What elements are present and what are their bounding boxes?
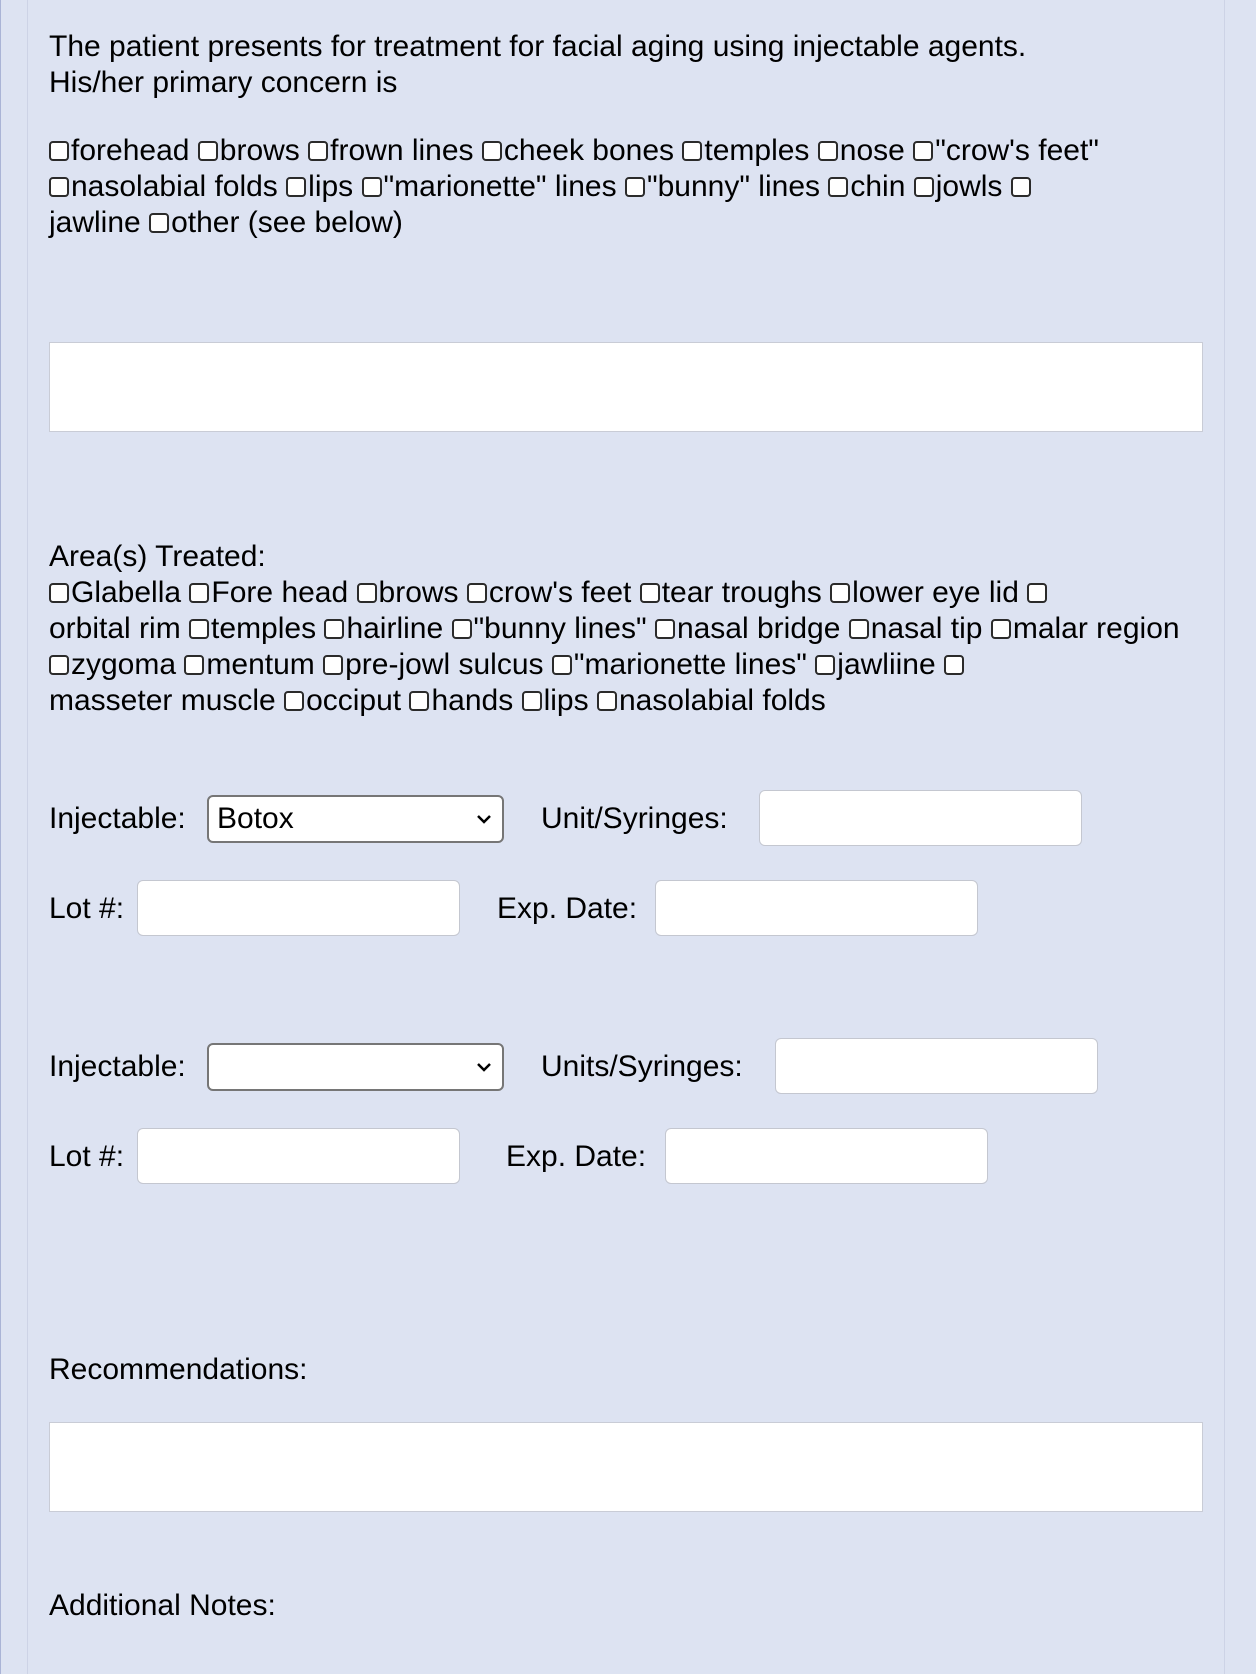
checkbox[interactable] [324, 619, 344, 639]
checkbox-label: brows [378, 576, 459, 609]
injectable-1-lot-label: Lot #: [49, 892, 125, 925]
checkbox-label: nose [839, 134, 905, 167]
checkbox-label: temples [211, 612, 317, 645]
concern-checkboxes [49, 133, 1199, 241]
injectable-2-exp-label: Exp. Date: [506, 1140, 647, 1173]
intro-line-2: His/her primary concern is [49, 66, 398, 99]
concern-brows[interactable] [198, 134, 300, 167]
checkbox-label: crow's feet [488, 576, 632, 609]
concern-temples[interactable] [682, 134, 809, 167]
checkbox[interactable] [522, 691, 542, 711]
checkbox-label: lips [543, 684, 589, 717]
injectable-1-label: Injectable: [49, 802, 186, 835]
checkbox[interactable] [914, 177, 934, 197]
checkbox[interactable] [49, 655, 69, 675]
checkbox[interactable] [286, 177, 306, 197]
area-jawline[interactable] [815, 648, 935, 681]
injectable-1-lot-input[interactable] [137, 880, 460, 936]
checkbox[interactable] [49, 583, 69, 603]
area-temples[interactable] [189, 612, 316, 645]
checkbox-label: "bunny lines" [473, 612, 647, 645]
area-hands[interactable] [409, 684, 513, 717]
checkbox[interactable] [655, 619, 675, 639]
checkbox[interactable] [198, 141, 218, 161]
intro-text [49, 29, 1209, 101]
area-tear-troughs[interactable] [640, 576, 822, 609]
checkbox-label: "marionette" lines [383, 170, 617, 203]
checkbox-label: brows [219, 134, 300, 167]
area-nasal-tip[interactable] [849, 612, 983, 645]
area-mentum[interactable] [184, 648, 314, 681]
area-bunny-lines[interactable] [452, 612, 647, 645]
injectable-2-lot-input[interactable] [137, 1128, 460, 1184]
area-malar-region[interactable] [991, 612, 1180, 645]
area-fore-head[interactable] [189, 576, 348, 609]
injectable-1-units-input[interactable] [759, 790, 1082, 846]
area-masseter-checkbox[interactable] [944, 655, 964, 675]
concern-jowls[interactable] [914, 170, 1003, 203]
checkbox-label: "marionette lines" [573, 648, 807, 681]
checkbox[interactable] [357, 583, 377, 603]
area-hairline[interactable] [324, 612, 443, 645]
chevron-down-icon [476, 1059, 492, 1075]
intro-line-1: The patient presents for treatment for facial aging using injectable agents. [49, 30, 1027, 63]
injectable-2-exp-input[interactable] [665, 1128, 988, 1184]
concern-forehead[interactable] [49, 134, 189, 167]
checkbox[interactable] [830, 583, 850, 603]
area-orbital-rim-label: orbital rim [49, 612, 181, 645]
checkbox[interactable] [597, 691, 617, 711]
recommendations-label: Recommendations: [49, 1353, 308, 1386]
checkbox[interactable] [189, 619, 209, 639]
checkbox[interactable] [49, 177, 69, 197]
recommendations-textarea[interactable] [49, 1422, 1203, 1512]
checkbox[interactable] [828, 177, 848, 197]
checkbox[interactable] [849, 619, 869, 639]
checkbox-label: jawliine [837, 648, 936, 681]
checkbox[interactable] [184, 655, 204, 675]
concern-jawline-checkbox[interactable] [1011, 177, 1031, 197]
concern-marionette-lines[interactable] [362, 170, 617, 203]
checkbox[interactable] [362, 177, 382, 197]
checkbox-label: cheek bones [503, 134, 675, 167]
checkbox[interactable] [818, 141, 838, 161]
checkbox[interactable] [640, 583, 660, 603]
checkbox[interactable] [149, 213, 169, 233]
concern-cheek-bones[interactable] [482, 134, 674, 167]
area-marionette-lines[interactable] [552, 648, 807, 681]
checkbox[interactable] [815, 655, 835, 675]
area-pre-jowl-sulcus[interactable] [323, 648, 543, 681]
injectable-1-units-label: Unit/Syringes: [541, 802, 728, 835]
checkbox[interactable] [189, 583, 209, 603]
injectable-2-select[interactable] [207, 1043, 504, 1091]
checkbox-label: jowls [935, 170, 1003, 203]
concern-other[interactable] [149, 206, 403, 239]
concern-other-textarea[interactable] [49, 342, 1203, 432]
area-crows-feet[interactable] [467, 576, 631, 609]
area-nasolabial-folds[interactable] [597, 684, 826, 717]
concern-crows-feet[interactable] [913, 134, 1099, 167]
checkbox-label: chin [850, 170, 906, 203]
areas-title: Area(s) Treated: [49, 540, 266, 573]
injectable-1-exp-input[interactable] [655, 880, 978, 936]
concern-lips[interactable] [286, 170, 353, 203]
checkbox[interactable] [913, 141, 933, 161]
injectable-2-lot-label: Lot #: [49, 1140, 125, 1173]
concern-nose[interactable] [818, 134, 905, 167]
checkbox-label: nasolabial folds [71, 170, 278, 203]
areas-treated [49, 539, 1209, 719]
area-masseter-label: masseter muscle [49, 684, 276, 717]
checkbox-label: Fore head [211, 576, 349, 609]
area-brows[interactable] [357, 576, 459, 609]
checkbox-label: zygoma [71, 648, 177, 681]
injectable-1-select[interactable] [207, 795, 504, 843]
checkbox-label: nasolabial folds [618, 684, 826, 717]
checkbox-label: "crow's feet" [935, 134, 1099, 167]
checkbox[interactable] [625, 177, 645, 197]
checkbox-label: nasal bridge [676, 612, 841, 645]
checkbox-label: mentum [206, 648, 315, 681]
checkbox[interactable] [552, 655, 572, 675]
checkbox[interactable] [409, 691, 429, 711]
checkbox-label: nasal tip [870, 612, 983, 645]
area-nasal-bridge[interactable] [655, 612, 840, 645]
injectable-1-exp-label: Exp. Date: [497, 892, 638, 925]
area-glabella[interactable] [49, 576, 181, 609]
checkbox-label: lips [308, 170, 354, 203]
injectable-2-units-input[interactable] [775, 1038, 1098, 1094]
injectable-2-label: Injectable: [49, 1050, 186, 1083]
checkbox[interactable] [308, 141, 328, 161]
checkbox[interactable] [49, 141, 69, 161]
checkbox-label: other (see below) [171, 206, 403, 239]
concern-chin[interactable] [828, 170, 905, 203]
checkbox-label: hands [431, 684, 514, 717]
concern-jawline-label: jawline [49, 206, 141, 239]
checkbox-label: malar region [1012, 612, 1180, 645]
area-orbital-rim-checkbox[interactable] [1027, 583, 1047, 603]
checkbox-label: Glabella [71, 576, 182, 609]
checkbox[interactable] [682, 141, 702, 161]
area-lips[interactable] [522, 684, 589, 717]
checkbox[interactable] [467, 583, 487, 603]
checkbox-label: frown lines [330, 134, 474, 167]
concern-bunny-lines[interactable] [625, 170, 820, 203]
area-occiput[interactable] [284, 684, 401, 717]
injectable-2-units-label: Units/Syringes: [541, 1050, 743, 1083]
checkbox[interactable] [991, 619, 1011, 639]
area-checkboxes [49, 575, 1209, 719]
checkbox-label: occiput [306, 684, 402, 717]
checkbox-label: forehead [71, 134, 190, 167]
checkbox-label: tear troughs [661, 576, 822, 609]
checkbox-label: temples [704, 134, 810, 167]
checkbox-label: "bunny" lines [646, 170, 821, 203]
concern-frown-lines[interactable] [308, 134, 473, 167]
checkbox[interactable] [323, 655, 343, 675]
area-zygoma[interactable] [49, 648, 176, 681]
injectable-1-selected: Botox [217, 802, 294, 835]
additional-notes-label: Additional Notes: [49, 1589, 276, 1622]
checkbox-label: lower eye lid [852, 576, 1019, 609]
checkbox[interactable] [482, 141, 502, 161]
area-lower-eye-lid[interactable] [830, 576, 1019, 609]
checkbox-label: hairline [346, 612, 444, 645]
checkbox-label: pre-jowl sulcus [345, 648, 544, 681]
chevron-down-icon [476, 811, 492, 827]
checkbox[interactable] [452, 619, 472, 639]
concern-nasolabial-folds[interactable] [49, 170, 278, 203]
checkbox[interactable] [284, 691, 304, 711]
